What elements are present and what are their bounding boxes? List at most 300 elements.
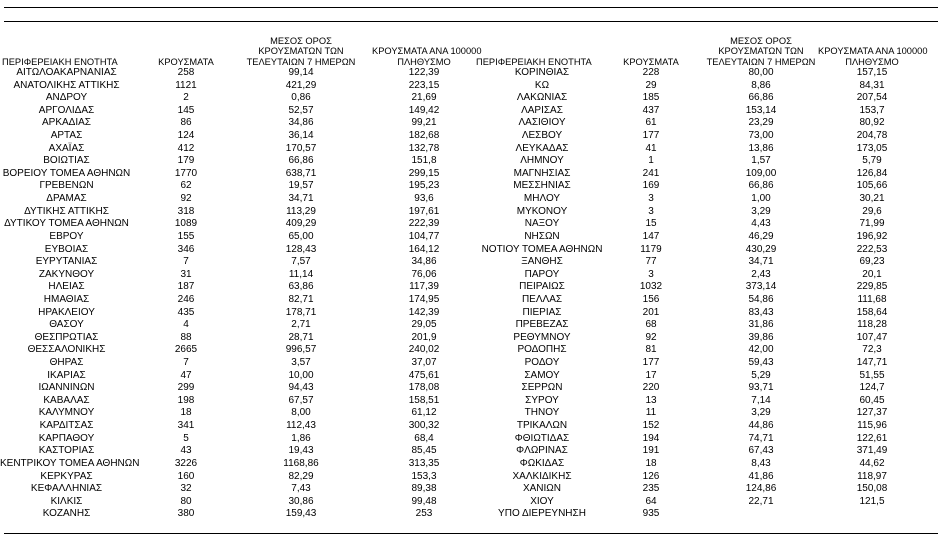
cell-cases-left: 2 (183, 92, 189, 104)
cell-per100k-right: 30,21 (859, 193, 885, 205)
cell-name-right: ΦΘΙΩΤΙΔΑΣ (514, 432, 570, 444)
bottom-rule (4, 533, 938, 534)
cell-name-right: ΚΩ (534, 79, 550, 91)
header-per100k-right (818, 46, 926, 67)
cell-name-right: ΛΑΚΩΝΙΑΣ (516, 92, 568, 104)
cell-name-right: ΠΑΡΟΥ (524, 268, 560, 280)
cell-per100k-left: 117,39 (409, 281, 439, 293)
cell-cases-left: 4 (183, 319, 189, 331)
cell-name-right: ΧΙΟΥ (530, 495, 554, 507)
cell-cases-left: 341 (177, 420, 195, 432)
cell-avg7-right: 74,71 (748, 432, 774, 444)
cell-name-left: ΙΩΑΝΝΙΝΩΝ (38, 382, 95, 394)
cell-cases-right: 64 (645, 495, 657, 507)
cell-name-left: ΑΝΔΡΟΥ (45, 92, 88, 104)
cell-cases-right: 77 (645, 256, 657, 268)
cell-avg7-left: 67,57 (288, 394, 314, 406)
cell-name-left: ΖΑΚΥΝΘΟΥ (38, 268, 95, 280)
cell-cases-right: 15 (645, 218, 657, 230)
cell-name-left: ΚΕΝΤΡΙΚΟΥ ΤΟΜΕΑ ΑΘΗΝΩΝ (0, 457, 140, 469)
cell-per100k-right: 20,1 (862, 268, 882, 280)
cell-per100k-right: 173,05 (856, 142, 888, 154)
table-row (0, 168, 942, 181)
header-per100k-line2: ΠΛΗΘΥΣΜΟ (397, 56, 451, 67)
cell-per100k-left: 37,07 (411, 357, 437, 369)
header-per100k-line1: ΚΡΟΥΣΜΑΤΑ ΑΝΑ 100000 (818, 46, 928, 56)
table-row (0, 80, 942, 93)
cell-name-right: ΝΗΣΩΝ (524, 230, 560, 242)
cell-cases-left: 179 (177, 155, 195, 167)
cell-cases-left: 3226 (174, 457, 198, 469)
cell-name-left: ΑΝΑΤΟΛΙΚΗΣ ΑΤΤΙΚΗΣ (13, 79, 120, 91)
cell-per100k-left: 195,23 (408, 180, 440, 192)
cell-per100k-left: 475,61 (408, 369, 440, 381)
cell-per100k-left: 93,6 (414, 193, 434, 205)
header-cases-left (140, 57, 232, 68)
cell-name-right: ΛΑΡΙΣΑΣ (521, 104, 563, 116)
cell-avg7-left: 638,71 (285, 167, 317, 179)
cell-avg7-right: 3,29 (751, 407, 771, 419)
cell-cases-right: 3 (648, 193, 654, 205)
cell-avg7-right: 54,86 (748, 293, 774, 305)
header-region-label: ΠΕΡΙΦΕΡΕΙΑΚΗ ΕΝΟΤΗΤΑ (476, 56, 592, 67)
cell-per100k-right: 111,68 (857, 293, 887, 305)
cell-avg7-left: 10,00 (288, 369, 314, 381)
cell-cases-right: 194 (642, 432, 660, 444)
cell-avg7-right: 41,86 (748, 470, 774, 482)
table-row (0, 508, 942, 521)
cell-avg7-right: 39,86 (748, 331, 774, 343)
cell-avg7-left: 11,14 (288, 268, 314, 280)
cell-avg7-left: 34,71 (288, 193, 314, 205)
cell-per100k-right: 147,71 (856, 357, 888, 369)
cell-cases-right: 152 (642, 420, 660, 432)
cell-avg7-left: 996,57 (285, 344, 317, 356)
cell-per100k-right: 118,97 (857, 470, 887, 482)
cell-per100k-left: 61,12 (411, 407, 437, 419)
cell-per100k-right: 60,45 (859, 394, 885, 406)
cell-per100k-left: 253 (415, 508, 433, 520)
cell-cases-left: 246 (177, 293, 195, 305)
cell-per100k-left: 122,39 (408, 67, 440, 78)
cell-per100k-right: 229,85 (856, 281, 888, 293)
table-row (0, 92, 942, 105)
cell-name-right: ΥΠΟ ΔΙΕΡΕΥΝΗΣΗ (498, 508, 586, 520)
table-row (0, 281, 942, 294)
cell-name-left: ΙΚΑΡΙΑΣ (47, 369, 86, 381)
cell-cases-left: 145 (177, 104, 195, 116)
cell-per100k-left: 201,9 (411, 331, 437, 343)
table-row (0, 357, 942, 370)
header-avg7-line3: ΤΕΛΕΥΤΑΙΩΝ 7 ΗΜΕΡΩΝ (246, 56, 356, 67)
cell-avg7-left: 3,57 (291, 357, 311, 369)
cell-avg7-left: 1,86 (291, 432, 311, 444)
cell-name-left: ΚΕΦΑΛΛΗΝΙΑΣ (30, 483, 103, 495)
cell-per100k-left: 34,86 (411, 256, 437, 268)
cell-per100k-right: 107,47 (856, 331, 888, 343)
cell-avg7-right: 66,86 (748, 92, 774, 104)
cell-per100k-right: 115,96 (857, 420, 887, 432)
cell-avg7-left: 19,57 (288, 180, 314, 192)
cell-per100k-right: 153,7 (859, 104, 885, 116)
cell-name-left: ΕΥΡΥΤΑΝΙΑΣ (35, 256, 98, 268)
table-row (0, 471, 942, 484)
cell-name-left: ΚΑΛΥΜΝΟΥ (38, 407, 95, 419)
cell-name-right: ΞΑΝΘΗΣ (521, 256, 563, 268)
table-row (0, 143, 942, 156)
cell-avg7-left: 63,86 (288, 281, 314, 293)
cell-per100k-right: 124,7 (859, 382, 885, 394)
cell-avg7-left: 8,00 (291, 407, 311, 419)
cell-cases-right: 241 (642, 167, 660, 179)
cell-avg7-right: 66,86 (748, 180, 774, 192)
table-row (0, 155, 942, 168)
cell-cases-right: 3 (648, 205, 654, 217)
cell-cases-left: 412 (177, 142, 195, 154)
cell-name-left: ΕΒΡΟΥ (49, 230, 84, 242)
cell-avg7-left: 36,14 (288, 130, 314, 142)
cell-avg7-right: 430,29 (745, 243, 777, 255)
table-row (0, 433, 942, 446)
cell-avg7-right: 3,29 (751, 205, 771, 217)
cell-name-right: ΠΙΕΡΙΑΣ (522, 306, 562, 318)
cell-name-left: ΗΡΑΚΛΕΙΟΥ (38, 306, 95, 318)
cell-avg7-right: 5,29 (751, 369, 771, 381)
header-cases-right (611, 57, 691, 68)
header-cases-label: ΚΡΟΥΣΜΑΤΑ (158, 56, 214, 67)
cell-per100k-right: 118,28 (857, 319, 887, 331)
cell-per100k-right: 122,61 (856, 432, 888, 444)
cell-per100k-right: 150,08 (856, 483, 888, 495)
cell-cases-right: 1032 (639, 281, 663, 293)
cell-avg7-left: 65,00 (288, 230, 314, 242)
cell-avg7-right: 13,86 (748, 142, 774, 154)
cell-avg7-right: 109,00 (745, 167, 777, 179)
cell-name-right: ΧΑΛΚΙΔΙΚΗΣ (512, 470, 572, 482)
cell-name-left: ΚΙΛΚΙΣ (50, 495, 83, 507)
cell-cases-left: 299 (177, 382, 195, 394)
cell-name-left: ΚΕΡΚΥΡΑΣ (40, 470, 93, 482)
cell-per100k-right: 44,62 (859, 457, 885, 469)
cell-name-left: ΚΑΒΑΛΑΣ (43, 394, 90, 406)
cell-name-right: ΤΡΙΚΑΛΩΝ (516, 420, 568, 432)
cell-name-right: ΦΛΩΡΙΝΑΣ (516, 445, 568, 457)
table-row (0, 67, 942, 80)
cell-name-left: ΑΡΤΑΣ (50, 130, 83, 142)
cell-name-right: ΛΕΣΒΟΥ (521, 130, 563, 142)
cell-cases-right: 29 (645, 79, 657, 91)
table-row (0, 407, 942, 420)
table-row (0, 382, 942, 395)
cell-cases-right: 177 (642, 130, 660, 142)
header-per100k-line2: ΠΛΗΘΥΣΜΟ (845, 56, 899, 67)
cell-per100k-right: 72,3 (862, 344, 882, 356)
cell-avg7-right: 93,71 (748, 382, 774, 394)
cell-name-right: ΧΑΝΙΩΝ (522, 483, 562, 495)
cell-cases-right: 41 (645, 142, 657, 154)
cell-cases-left: 318 (177, 205, 195, 217)
cell-cases-right: 220 (642, 382, 660, 394)
cell-per100k-left: 222,39 (408, 218, 440, 230)
cell-name-right: ΡΕΘΥΜΝΟΥ (513, 331, 571, 343)
cell-name-right: ΠΕΛΛΑΣ (521, 293, 563, 305)
cell-cases-left: 346 (177, 243, 195, 255)
cell-name-right: ΜΥΚΟΝΟΥ (516, 205, 568, 217)
cell-cases-left: 258 (177, 67, 195, 78)
cell-per100k-right: 29,6 (862, 205, 882, 217)
header-per100k-line1: ΚΡΟΥΣΜΑΤΑ ΑΝΑ 100000 (372, 46, 482, 56)
cell-cases-right: 92 (645, 331, 657, 343)
cell-avg7-right: 67,43 (748, 445, 774, 457)
cell-cases-left: 32 (180, 483, 192, 495)
table-row (0, 269, 942, 282)
cell-per100k-left: 85,45 (411, 445, 437, 457)
cell-per100k-left: 197,61 (408, 205, 440, 217)
cell-per100k-left: 223,15 (408, 79, 440, 91)
cell-name-right: ΚΟΡΙΝΘΙΑΣ (514, 67, 570, 78)
cell-per100k-left: 142,39 (408, 306, 440, 318)
header-region-right (476, 57, 610, 68)
cell-name-right: ΛΑΣΙΘΙΟΥ (518, 117, 566, 129)
cell-avg7-right: 23,29 (748, 117, 774, 129)
cell-per100k-left: 99,21 (411, 117, 437, 129)
table-row (0, 496, 942, 509)
cell-cases-right: 126 (642, 470, 660, 482)
cell-name-left: ΗΛΕΙΑΣ (48, 281, 85, 293)
table-row (0, 256, 942, 269)
table-row (0, 206, 942, 219)
cell-avg7-left: 7,57 (291, 256, 311, 268)
header-region-left (2, 57, 132, 68)
cell-per100k-right: 51,55 (859, 369, 885, 381)
table-row (0, 193, 942, 206)
table-row (0, 458, 942, 471)
cell-name-right: ΠΕΙΡΑΙΩΣ (519, 281, 565, 293)
cell-avg7-right: 124,86 (745, 483, 777, 495)
cell-cases-right: 1179 (640, 243, 662, 255)
cell-per100k-left: 158,51 (408, 394, 440, 406)
cell-per100k-left: 240,02 (408, 344, 440, 356)
cell-avg7-left: 82,71 (288, 293, 314, 305)
table-row (0, 319, 942, 332)
table-row (0, 395, 942, 408)
cell-name-right: ΣΕΡΡΩΝ (521, 382, 563, 394)
header-cases-label: ΚΡΟΥΣΜΑΤΑ (623, 56, 679, 67)
cell-cases-left: 1770 (174, 167, 198, 179)
cell-avg7-left: 170,57 (285, 142, 317, 154)
table-row (0, 332, 942, 345)
cell-avg7-left: 28,71 (288, 331, 314, 343)
top-rule-2 (4, 21, 938, 22)
cell-name-left: ΚΑΡΠΑΘΟΥ (38, 432, 95, 444)
cell-avg7-left: 99,14 (288, 67, 314, 78)
cell-cases-left: 92 (180, 193, 192, 205)
cell-cases-right: 1 (648, 155, 654, 167)
cell-name-right: ΜΑΓΝΗΣΙΑΣ (513, 167, 571, 179)
cell-cases-right: 147 (642, 230, 660, 242)
cell-avg7-right: 22,71 (748, 495, 774, 507)
cell-avg7-right: 4,43 (751, 218, 771, 230)
cell-name-left: ΘΑΣΟΥ (49, 319, 84, 331)
cell-avg7-right: 1,57 (751, 155, 771, 167)
cell-cases-left: 160 (177, 470, 195, 482)
cell-per100k-right: 207,54 (856, 92, 888, 104)
cell-cases-right: 61 (645, 117, 657, 129)
cell-per100k-right: 204,78 (856, 130, 888, 142)
header-avg7-line2: ΚΡΟΥΣΜΑΤΩΝ ΤΩΝ (258, 46, 344, 56)
cell-cases-left: 198 (177, 394, 195, 406)
cell-cases-left: 1089 (174, 218, 198, 230)
table-row (0, 218, 942, 231)
cell-avg7-right: 2,43 (751, 268, 771, 280)
cell-cases-right: 17 (645, 369, 657, 381)
cell-per100k-left: 21,69 (411, 92, 437, 104)
cell-per100k-right: 158,64 (856, 306, 888, 318)
cell-cases-left: 86 (180, 117, 192, 129)
table-row (0, 445, 942, 458)
table-row (0, 130, 942, 143)
header-per100k-left (372, 46, 482, 67)
cell-avg7-left: 66,86 (288, 155, 314, 167)
cell-name-left: ΔΥΤΙΚΗΣ ΑΤΤΙΚΗΣ (24, 205, 109, 217)
cell-avg7-left: 1168,86 (283, 457, 319, 469)
cell-avg7-right: 373,14 (745, 281, 777, 293)
cell-cases-right: 68 (645, 319, 657, 331)
cell-cases-left: 18 (180, 407, 192, 419)
cell-name-left: ΘΕΣΠΡΩΤΙΑΣ (34, 331, 99, 343)
cell-avg7-left: 128,43 (285, 243, 317, 255)
cell-per100k-left: 164,12 (408, 243, 440, 255)
header-avg7-left (245, 36, 357, 68)
cell-avg7-left: 2,71 (291, 319, 311, 331)
cell-avg7-right: 44,86 (748, 420, 774, 432)
cell-cases-left: 5 (183, 432, 189, 444)
cell-cases-left: 155 (177, 230, 195, 242)
cell-avg7-left: 0,86 (291, 92, 311, 104)
table-row (0, 244, 942, 257)
cell-avg7-left: 159,43 (285, 508, 317, 520)
cell-name-right: ΣΥΡΟΥ (525, 394, 559, 406)
cell-avg7-right: 83,43 (748, 306, 774, 318)
cell-per100k-right: 127,37 (856, 407, 888, 419)
table-row (0, 180, 942, 193)
cell-avg7-left: 113,29 (286, 205, 316, 217)
cell-avg7-right: 8,86 (751, 79, 771, 91)
header-region-label: ΠΕΡΙΦΕΡΕΙΑΚΗ ΕΝΟΤΗΤΑ (2, 56, 118, 67)
cell-cases-right: 81 (645, 344, 657, 356)
cell-per100k-left: 132,78 (408, 142, 440, 154)
cell-cases-left: 187 (177, 281, 195, 293)
cell-per100k-right: 71,99 (859, 218, 885, 230)
cell-per100k-left: 153,3 (411, 470, 437, 482)
cell-avg7-right: 8,43 (751, 457, 771, 469)
cell-avg7-right: 42,00 (748, 344, 774, 356)
cell-cases-right: 191 (642, 445, 660, 457)
cell-per100k-left: 313,35 (408, 457, 440, 469)
cell-cases-left: 7 (183, 357, 189, 369)
cell-name-right: ΣΑΜΟΥ (524, 369, 560, 381)
cell-name-left: ΚΟΖΑΝΗΣ (42, 508, 91, 520)
cell-per100k-right: 222,53 (856, 243, 888, 255)
cell-cases-right: 201 (642, 306, 660, 318)
cell-avg7-left: 30,86 (288, 495, 314, 507)
cell-avg7-left: 421,29 (285, 79, 317, 91)
cell-cases-left: 80 (180, 495, 192, 507)
cell-avg7-left: 52,57 (288, 104, 314, 116)
top-rule-1 (4, 7, 938, 8)
header-avg7-line2: ΚΡΟΥΣΜΑΤΩΝ ΤΩΝ (718, 46, 804, 56)
cell-per100k-right: 84,31 (859, 79, 885, 91)
header-avg7-line3: ΤΕΛΕΥΤΑΙΩΝ 7 ΗΜΕΡΩΝ (706, 56, 816, 67)
header-avg7-line1: ΜΕΣΟΣ ΟΡΟΣ (730, 35, 792, 46)
cell-cases-left: 62 (180, 180, 192, 192)
table-row (0, 294, 942, 307)
cell-name-right: ΜΗΛΟΥ (523, 193, 561, 205)
cell-per100k-left: 89,38 (411, 483, 437, 495)
header-avg7-line1: ΜΕΣΟΣ ΟΡΟΣ (270, 35, 332, 46)
cell-avg7-left: 94,43 (288, 382, 314, 394)
table-row (0, 307, 942, 320)
cell-avg7-left: 178,71 (285, 306, 317, 318)
cell-name-left: ΒΟΙΩΤΙΑΣ (43, 155, 90, 167)
cell-cases-right: 437 (642, 104, 660, 116)
cell-per100k-left: 76,06 (411, 268, 437, 280)
cell-cases-left: 43 (180, 445, 192, 457)
table-row (0, 117, 942, 130)
cell-avg7-right: 1,00 (751, 193, 771, 205)
cell-avg7-left: 19,43 (288, 445, 314, 457)
cell-name-right: ΡΟΔΟΠΗΣ (517, 344, 567, 356)
cell-cases-right: 228 (642, 67, 660, 78)
cell-cases-right: 177 (642, 357, 660, 369)
cell-avg7-right: 59,43 (748, 357, 774, 369)
cell-per100k-left: 299,15 (408, 167, 440, 179)
cell-avg7-left: 409,29 (285, 218, 317, 230)
table-row (0, 370, 942, 383)
cell-per100k-right: 157,15 (856, 67, 888, 78)
cell-cases-right: 13 (645, 394, 657, 406)
cell-per100k-right: 5,79 (862, 155, 882, 167)
cell-avg7-right: 7,14 (751, 394, 771, 406)
cell-avg7-right: 34,71 (748, 256, 774, 268)
cell-avg7-right: 73,00 (748, 130, 774, 142)
cell-name-left: ΚΑΣΤΟΡΙΑΣ (38, 445, 95, 457)
cell-name-left: ΔΥΤΙΚΟΥ ΤΟΜΕΑ ΑΘΗΝΩΝ (4, 218, 129, 230)
cell-name-right: ΛΕΥΚΑΔΑΣ (515, 142, 569, 154)
cell-cases-right: 18 (645, 457, 657, 469)
cell-name-left: ΑΡΓΟΛΙΔΑΣ (38, 104, 95, 116)
cell-per100k-right: 371,49 (856, 445, 888, 457)
cell-name-left: ΗΜΑΘΙΑΣ (43, 293, 90, 305)
cell-name-left: ΕΥΒΟΙΑΣ (44, 243, 89, 255)
table-row (0, 483, 942, 496)
cell-avg7-left: 112,43 (286, 420, 316, 432)
cell-cases-left: 2665 (174, 344, 198, 356)
cell-cases-left: 88 (180, 331, 192, 343)
cell-cases-left: 7 (183, 256, 189, 268)
cell-per100k-right: 196,92 (856, 230, 888, 242)
table-row (0, 344, 942, 357)
cell-name-right: ΛΗΜΝΟΥ (520, 155, 564, 167)
cell-name-left: ΘΕΣΣΑΛΟΝΙΚΗΣ (27, 344, 106, 356)
cell-per100k-left: 300,32 (408, 420, 440, 432)
header-avg7-right (706, 36, 816, 68)
cell-cases-left: 435 (177, 306, 195, 318)
table-row (0, 231, 942, 244)
cell-per100k-left: 99,48 (411, 495, 437, 507)
cell-cases-left: 31 (180, 268, 192, 280)
cell-per100k-right: 80,92 (859, 117, 885, 129)
